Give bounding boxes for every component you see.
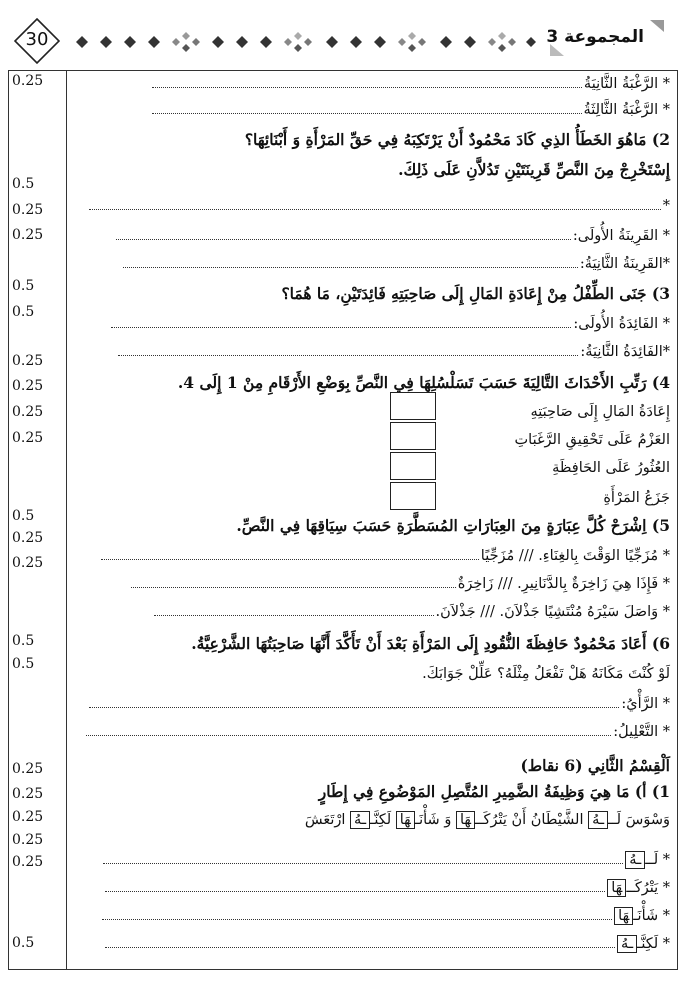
line-text: وَ شَأْنَـ xyxy=(414,812,456,828)
boxed-pronoun: هَا xyxy=(456,811,475,829)
answer-line xyxy=(89,196,670,216)
answer-blank[interactable] xyxy=(89,197,661,210)
page-number: 30 xyxy=(25,29,49,50)
score-value: 0.25 xyxy=(12,786,44,802)
answer-blank[interactable] xyxy=(152,101,582,114)
question-5 xyxy=(236,516,670,536)
score-value: 0.25 xyxy=(12,530,44,546)
answer-line xyxy=(154,602,670,622)
group-label: المجموعة 3 xyxy=(546,27,644,47)
line-text: إِعَادَةُ المَالِ إِلَى صَاحِبَتِهِ xyxy=(530,404,670,420)
order-number-box[interactable] xyxy=(390,452,436,480)
answer-blank[interactable] xyxy=(102,907,612,920)
question-2 xyxy=(245,130,670,150)
line-text: * لَــ xyxy=(645,852,670,868)
line-text: لَوْ كُنْتَ مَكَانَهُ هَلْ تَفْعَلُ مِثْلَهُ؟ عَلِّلْ جَوَابَكَ. xyxy=(422,666,670,682)
line-text: وَسْوَسَ لَــ xyxy=(608,812,670,828)
answer-line xyxy=(105,934,670,954)
line-text: * الفَائِدَةُ الأُولَى: xyxy=(573,316,670,332)
score-value: 0.5 xyxy=(12,508,35,524)
line-text: * الرَّأْيُ: xyxy=(621,696,670,712)
page-number-badge xyxy=(14,18,60,64)
answer-blank[interactable] xyxy=(154,603,434,616)
score-value: 0.25 xyxy=(12,353,44,369)
line-text: * xyxy=(662,198,670,214)
event-item xyxy=(603,488,670,508)
boxed-pronoun: ـهُ xyxy=(625,851,645,869)
answer-line xyxy=(131,574,670,594)
line-text: * الرَّغْبَةُ الثَّانِيَةُ xyxy=(583,76,670,92)
boxed-pronoun: هَا xyxy=(396,811,415,829)
score-value: 0.25 xyxy=(12,73,44,89)
question-2-1 xyxy=(319,782,670,802)
question-2-instruction xyxy=(398,160,670,180)
score-value: 0.25 xyxy=(12,202,44,218)
score-value: 0.5 xyxy=(12,176,35,192)
line-text: * لَكِنَّـ xyxy=(637,936,670,952)
answer-line xyxy=(118,342,670,362)
boxed-pronoun: هَا xyxy=(607,879,626,897)
answer-blank[interactable] xyxy=(103,851,623,864)
line-text: * فَإِذَا هِيَ زَاخِرَةٌ بِالدَّنَانِيرِ. /// زَاخِرَةٌ xyxy=(457,576,670,592)
question-4 xyxy=(178,373,670,393)
score-column-divider xyxy=(66,70,67,970)
answer-blank[interactable] xyxy=(86,723,611,736)
score-value: 0.25 xyxy=(12,854,44,870)
question-6 xyxy=(191,634,670,654)
answer-line xyxy=(89,694,670,714)
score-value: 0.25 xyxy=(12,809,44,825)
score-value: 0.5 xyxy=(12,633,35,649)
section-2-title xyxy=(520,756,670,776)
line-text: * وَاصَلَ سَيْرَهُ مُنْتَشِيًا جَذْلاَنَ. /// جَذْلاَنَ. xyxy=(435,604,670,620)
answer-line xyxy=(111,314,670,334)
score-value: 0.25 xyxy=(12,832,44,848)
line-text: إِسْتَخْرِجْ مِنَ النَّصِّ قَرِينَتَيْنِ تَدُلاَّنِ عَلَى ذَلِكَ. xyxy=(398,160,670,179)
line-text: * مُزَجِّيًا الوَقْتَ بِالغِنَاءِ. /// مُزَجِّيًا xyxy=(480,548,670,564)
answer-line xyxy=(116,226,670,246)
line-text: الشَّيْطَانُ أَنْ يَتْرُكَــ xyxy=(475,812,589,828)
line-text: العَزْمُ عَلَى تَحْقِيقِ الرَّغَبَاتِ xyxy=(514,432,670,448)
boxed-pronoun: ـهُ xyxy=(350,811,370,829)
answer-blank[interactable] xyxy=(101,547,479,560)
answer-blank[interactable] xyxy=(111,315,571,328)
answer-blank[interactable] xyxy=(123,255,578,268)
answer-blank[interactable] xyxy=(116,227,571,240)
line-text: *القَرِينَةُ الثَّانِيَةُ: xyxy=(579,256,670,272)
score-value: 0.25 xyxy=(12,761,44,777)
order-number-box[interactable] xyxy=(390,422,436,450)
answer-blank[interactable] xyxy=(118,343,578,356)
score-value: 0.25 xyxy=(12,404,44,420)
answer-blank[interactable] xyxy=(105,935,615,948)
score-value: 0.5 xyxy=(12,656,35,672)
score-value: 0.5 xyxy=(12,935,35,951)
line-text: العُثُورُ عَلَى الحَافِظَةِ xyxy=(552,460,670,476)
sentence-with-boxed-pronouns xyxy=(305,810,670,830)
boxed-pronoun: ـهُ xyxy=(588,811,608,829)
line-text: * يَتْرُكَــ xyxy=(626,880,670,896)
group-label-tab xyxy=(546,18,668,58)
answer-line xyxy=(102,906,670,926)
event-item xyxy=(515,430,670,450)
answer-line xyxy=(152,74,670,94)
line-text: *الفَائِدَةُ الثَّانِيَةُ: xyxy=(580,344,670,360)
line-text: * الرَّغْبَةُ الثَّالِثَةُ xyxy=(583,102,670,118)
line-text: 6) أَعَادَ مَحْمُودٌ حَافِظَةَ النُّقُودِ إِلَى المَرْأَةِ بَعْدَ أَنْ تَأَكَّدَ أَنَّهَا صَاحِبَتُهَا الشَّرْعِيَّةُ. xyxy=(191,634,670,653)
score-value: 0.5 xyxy=(12,278,35,294)
diamond-border-icon xyxy=(70,28,540,56)
line-text: * التَّعْلِيلُ: xyxy=(613,724,670,740)
score-value: 0.25 xyxy=(12,227,44,243)
answer-blank[interactable] xyxy=(152,75,582,88)
answer-blank[interactable] xyxy=(105,879,605,892)
line-text: 2) مَاهُوَ الخَطَأُ الذِي كَادَ مَحْمُودٌ أَنْ يَرْتَكِبَهُ فِي حَقِّ المَرْأَةِ وَ أَبْنَائِهَا؟ xyxy=(244,130,670,149)
line-text: 3) جَنَى الطِّفْلُ مِنْ إِعَادَةِ المَالِ إِلَى صَاحِبَتِهِ فَائِدَتَيْنِ، مَا هُمَا؟ xyxy=(281,284,670,303)
page-header xyxy=(0,0,690,72)
question-6-prompt xyxy=(422,664,670,684)
answer-line xyxy=(101,546,670,566)
score-value: 0.5 xyxy=(12,304,35,320)
score-value: 0.25 xyxy=(12,378,44,394)
line-text: * شَأْنَـ xyxy=(633,908,670,924)
score-value: 0.25 xyxy=(12,430,44,446)
answer-blank[interactable] xyxy=(89,695,619,708)
line-text: اَلْقِسْمُ الثَّانِي (6 نقاط) xyxy=(520,756,670,775)
line-text: 5) اِشْرَحْ كُلَّ عِبَارَةٍ مِنَ العِبَارَاتِ المُسَطَّرَةِ حَسَبَ سِيَاقِهَا فِي النَّصِّ. xyxy=(236,516,670,535)
event-item xyxy=(552,458,670,478)
line-text: ارْتَعَشَ xyxy=(304,812,351,828)
answer-line xyxy=(103,850,670,870)
line-text: لَكِنَّـ xyxy=(370,812,396,828)
question-3 xyxy=(281,284,670,304)
line-text: * القَرِينَةُ الأُولَى: xyxy=(572,228,670,244)
answer-blank[interactable] xyxy=(131,575,456,588)
answer-line xyxy=(105,878,670,898)
boxed-pronoun: هَا xyxy=(614,907,633,925)
answer-line xyxy=(123,254,670,274)
event-item xyxy=(530,402,670,422)
boxed-pronoun: ـهُ xyxy=(617,935,637,953)
order-number-box[interactable] xyxy=(390,482,436,510)
line-text: 1) أ) مَا هِيَ وَظِيفَةُ الضَّمِيرِ المُتَّصِلِ المَوْضُوعِ فِي إِطَارٍ xyxy=(318,782,670,801)
answer-line xyxy=(86,722,670,742)
order-number-box[interactable] xyxy=(390,392,436,420)
line-text: 4) رَتِّبِ الأَحْدَاثَ التَّالِيَةَ حَسَبَ تَسَلْسُلِهَا فِي النَّصِّ بِوَضْعِ الأَرْقَامِ مِنْ 1 إِلَى 4. xyxy=(177,373,670,392)
score-value: 0.25 xyxy=(12,555,44,571)
answer-line xyxy=(152,100,670,120)
line-text: جَزَعُ المَرْأَةِ xyxy=(603,490,670,506)
